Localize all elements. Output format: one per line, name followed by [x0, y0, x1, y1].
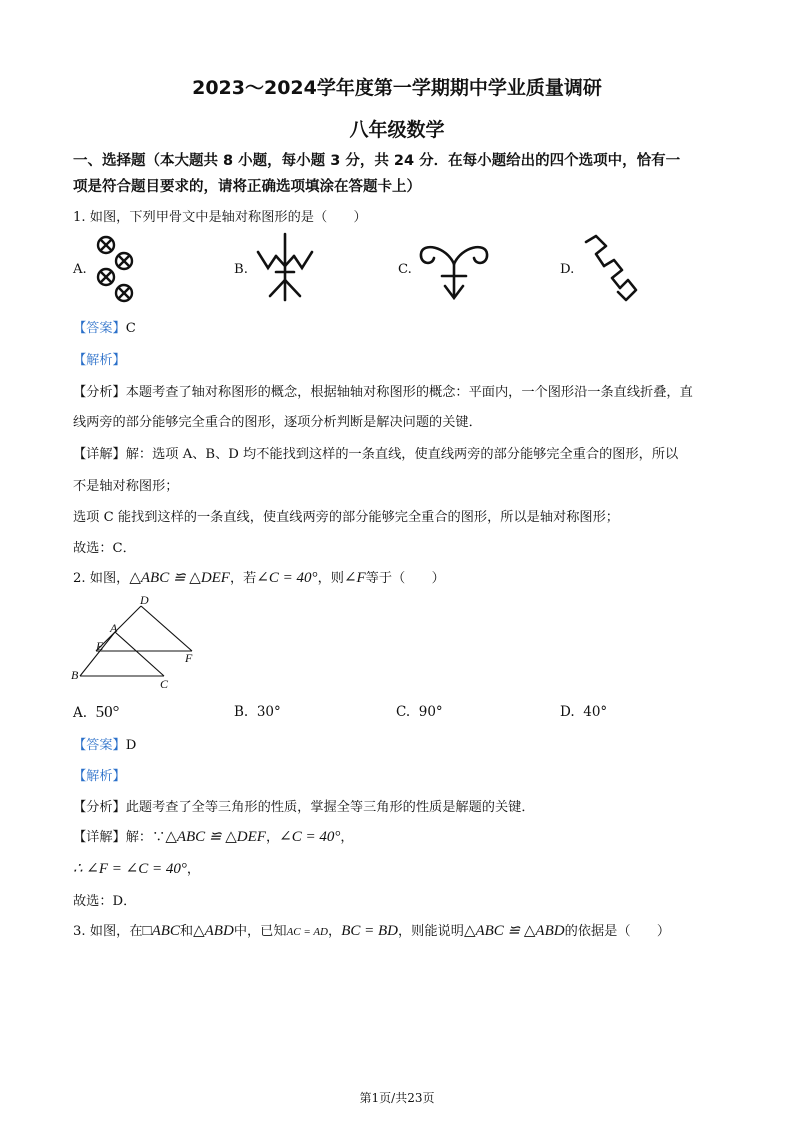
exam-title: 2023～2024学年度第一学期期中学业质量调研 [192, 77, 602, 99]
q2-choose: 故选：D． [73, 894, 137, 909]
q2-therefore: ∴ ∠F = ∠C = 40°， [73, 861, 201, 877]
page-number: 第1页/共23页 [359, 1091, 435, 1105]
q2-label-a: A [110, 621, 118, 635]
section-heading-line1: 一、选择题（本大题共 8 小题，每小题 3 分，共 24 分．在每小题给出的四个选项中，恰有一 [73, 153, 681, 169]
q2-label-f: F [185, 651, 193, 665]
q2-analysis-tag: 【解析】 [73, 769, 126, 784]
q2-option-d: D. 40° [560, 704, 608, 720]
q2-detail: 【详解】解：∵△ABC ≌ △DEF，∠C = 40°， [73, 829, 354, 845]
q2-option-a: A. 50° [73, 702, 120, 721]
q2-option-c: C. 90° [396, 704, 443, 720]
q1-choose: 故选：C． [73, 541, 136, 556]
q2-label-c: C [160, 677, 169, 691]
q2-label-b: B [71, 668, 79, 682]
q1-option-a-glyph [92, 232, 138, 306]
q1-detail-line2: 不是轴对称图形； [73, 479, 179, 494]
q1-detail-line1: 【详解】解：选项 A、B、D 均不能找到这样的一条直线，使直线两旁的部分能够完全重合的图形，所以 [73, 447, 679, 462]
q1-fenxi-line1: 【分析】本题考查了轴对称图形的概念，根据轴轴对称图形的概念：平面内，一个图形沿一条直线折叠，直 [73, 385, 693, 400]
q2-label-d: D [140, 593, 149, 607]
q1-option-b-glyph [254, 232, 316, 302]
q2-option-b: B. 30° [234, 704, 281, 720]
q1-option-c-label: C. [398, 262, 412, 277]
q1-option-b-label: B. [234, 262, 248, 277]
q3-stem: 3. 如图，在□ABC和△ABD中，已知AC = AD，BC = BD，则能说明△ABC ≌ △ABD的依据是（ ） [73, 923, 671, 939]
q1-option-c-glyph [416, 240, 492, 302]
q2-label-e: E [96, 639, 104, 653]
q2-answer: 【答案】D [73, 738, 137, 753]
q2-triangle-figure [68, 592, 208, 692]
section-heading-line2: 项是符合题目要求的，请将正确选项填涂在答题卡上） [73, 179, 421, 195]
q1-option-a-label: A. [73, 262, 87, 277]
q1-answer: 【答案】C [73, 321, 136, 336]
q1-analysis-tag: 【解析】 [73, 353, 126, 368]
q1-option-d-label: D. [560, 262, 575, 277]
q1-stem: 1. 如图，下列甲骨文中是轴对称图形的是（ ） [73, 210, 367, 225]
exam-subtitle: 八年级数学 [349, 119, 445, 141]
q2-fenxi: 【分析】此题考查了全等三角形的性质，掌握全等三角形的性质是解题的关键． [73, 800, 535, 815]
q1-detail-line3: 选项 C 能找到这样的一条直线，使直线两旁的部分能够完全重合的图形，所以是轴对称图形； [73, 510, 619, 525]
q1-option-d-glyph [582, 234, 638, 304]
q1-fenxi-line2: 线两旁的部分能够完全重合的图形，逐项分析判断是解决问题的关键． [73, 415, 482, 430]
q2-stem: 2. 如图，△ABC ≌ △DEF，若∠C = 40°，则∠F等于（ ） [73, 570, 445, 586]
